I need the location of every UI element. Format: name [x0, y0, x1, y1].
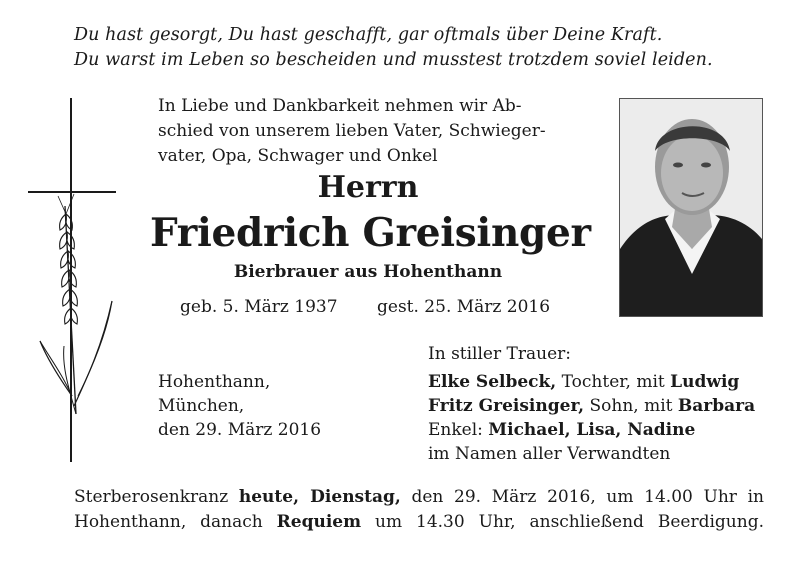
service-text: Hohenthann, danach	[74, 512, 277, 532]
portrait-photo	[619, 98, 763, 317]
profession: Bierbrauer aus Hohenthann	[233, 262, 503, 282]
mourner-partner: Ludwig	[670, 372, 740, 392]
service-text: Sterberosenkranz	[74, 487, 239, 507]
mourner-relation: Sohn, mit	[584, 396, 678, 416]
grandchildren-prefix: Enkel:	[428, 420, 489, 440]
service-line-1	[74, 485, 764, 510]
mourner-row-3	[428, 418, 755, 442]
cross-with-wheat-icon	[28, 96, 128, 466]
intro-line-3: vater, Opa, Schwager und Onkel	[158, 146, 438, 166]
intro-line-1: In Liebe und Dankbarkeit nehmen wir Ab-	[158, 96, 522, 116]
mourner-row-2	[428, 394, 755, 418]
mourners-block	[428, 342, 755, 466]
mourner-relation: Tochter, mit	[556, 372, 671, 392]
service-text: den 29. März 2016, um 14.00 Uhr in	[400, 487, 764, 507]
mourner-partner: Barbara	[677, 396, 756, 416]
deceased-name: Friedrich Greisinger	[150, 210, 591, 256]
mourner-row-1	[428, 370, 755, 394]
requiem-label: Requiem	[276, 512, 362, 532]
place-line-1: Hohenthann,	[158, 372, 271, 392]
mourner-name: Fritz Greisinger,	[428, 396, 585, 416]
service-text: um 14.30 Uhr, anschließend Beerdigung.	[361, 512, 764, 532]
salutation: Herrn	[317, 170, 419, 205]
intro-text	[158, 94, 598, 169]
death-date: gest. 25. März 2016	[377, 297, 551, 317]
portrait-image	[620, 99, 762, 316]
service-day: heute, Dienstag,	[238, 487, 401, 507]
motto-line-2: Du warst im Leben so bescheiden und musstest trotzdem soviel leiden.	[74, 50, 713, 70]
grandchildren-names: Michael, Lisa, Nadine	[488, 420, 696, 440]
place-date-block	[158, 370, 321, 442]
service-line-2	[74, 510, 764, 535]
mourner-name: Elke Selbeck,	[428, 372, 557, 392]
motto-line-1: Du hast gesorgt, Du hast geschafft, gar oftmals über Deine Kraft.	[74, 25, 663, 45]
intro-line-2: schied von unserem lieben Vater, Schwieger-	[158, 121, 546, 141]
place-line-2: München,	[158, 396, 245, 416]
birth-date: geb. 5. März 1937	[180, 297, 338, 317]
mourner-row-4: im Namen aller Verwandten	[428, 444, 671, 464]
mourners-heading: In stiller Trauer:	[428, 344, 571, 364]
date-line: den 29. März 2016	[158, 420, 322, 440]
service-info	[74, 485, 764, 535]
